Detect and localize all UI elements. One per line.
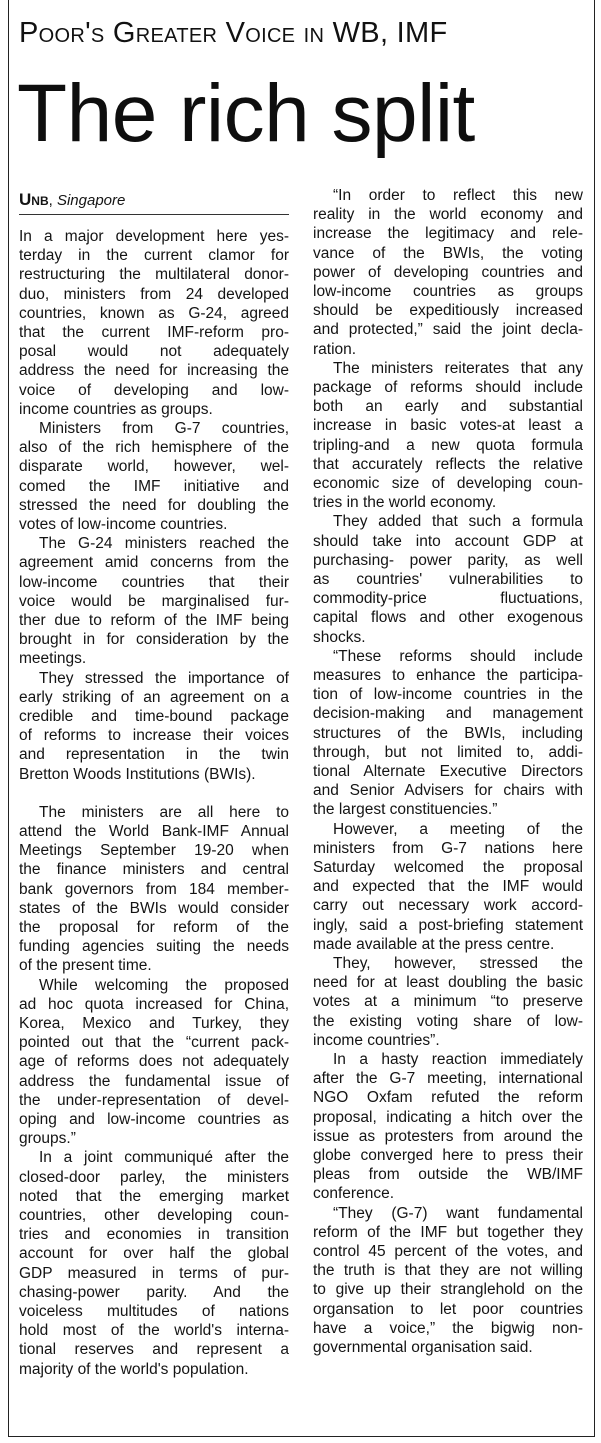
article-line: They, however, stressed the — [333, 955, 583, 972]
article-line: duo, ministers from 24 developed — [19, 285, 289, 303]
article-line: of the present time. — [19, 957, 152, 975]
article-line: capital flows and other exogenous — [313, 609, 583, 627]
article-line: decision-making and management — [313, 705, 583, 723]
article-line: GDP measured in terms of pur- — [19, 1264, 289, 1282]
article-line: early striking of an agreement on a — [19, 688, 289, 706]
byline-place: Singapore — [56, 192, 126, 209]
article-line: votes at a minimum “to preserve — [313, 993, 583, 1011]
article-line: In a joint communiqué after the — [39, 1149, 289, 1167]
article-line: “They (G-7) want fundamental — [333, 1204, 583, 1222]
bottom-border-rule — [8, 1436, 595, 1437]
byline-rule — [19, 214, 289, 215]
article-line: the truth is that they are not willing — [313, 1262, 583, 1280]
article-line: issue as protesters from around the — [313, 1127, 583, 1145]
article-line: brought in for consideration by the — [19, 631, 289, 649]
byline: Unb, Singapore — [19, 190, 126, 209]
article-line: pleas from outside the WB/IMF — [313, 1166, 583, 1184]
article-line: power of developing countries and — [313, 263, 583, 281]
article-line: that the current IMF-reform pro- — [19, 324, 289, 341]
article-line: tional reserves and represent a — [19, 1341, 289, 1359]
article-line: pointed out that the “current pack- — [19, 1034, 289, 1052]
article-line: control 45 percent of the votes, and — [313, 1243, 583, 1260]
article-line: oping and low-income countries as — [19, 1111, 289, 1128]
article-line: agreement amid concerns from the — [19, 554, 289, 572]
article-line: ad hoc quota increased for China, — [19, 995, 289, 1013]
right-border-rule — [594, 0, 595, 1437]
article-line: age of reforms does not adequately — [19, 1053, 289, 1071]
article-line: voice would be marginalised fur- — [19, 592, 289, 610]
article-line: proposal, indicating a hitch over the — [313, 1108, 583, 1126]
article-line: globe converged here to press their — [313, 1147, 583, 1164]
article-line: conference. — [313, 1185, 394, 1203]
article-line: They added that such a formula — [333, 513, 583, 531]
article-line: should be expeditiously increased — [313, 302, 583, 320]
article-line: majority of the world's population. — [19, 1360, 249, 1378]
article-line: income countries”. — [313, 1031, 440, 1049]
article-line: to give up their stranglehold on the — [313, 1281, 583, 1299]
article-line: chasing-power parity. And the — [19, 1283, 289, 1301]
article-line: governmental organisation said. — [313, 1339, 533, 1356]
main-headline: The rich split — [17, 68, 475, 159]
article-line: measures to enhance the participa- — [313, 667, 583, 684]
article-line: voiceless multitudes of nations — [19, 1303, 289, 1320]
article-line: carry out necessary work accord- — [313, 897, 583, 915]
article-line: after the G-7 meeting, international — [313, 1070, 583, 1088]
article-line: also of the rich hemisphere of the — [19, 439, 289, 457]
article-line: The G-24 ministers reached the — [39, 535, 289, 553]
article-line: bank governors from 184 member- — [19, 880, 289, 898]
article-line: ration. — [313, 340, 357, 358]
article-line: They stressed the importance of — [39, 669, 289, 687]
article-line: countries, other developing coun- — [19, 1207, 289, 1224]
article-line: and Senior Advisers for chairs with — [313, 782, 583, 800]
article-line: address the need for increasing the — [19, 362, 289, 380]
article-line: reality in the world economy and — [313, 206, 583, 224]
article-line: commodity-price fluctuations, — [313, 590, 583, 608]
article-line: of reforms to increase their voices — [19, 727, 289, 745]
article-line: restructuring the multilateral donor- — [19, 266, 289, 284]
article-line: package of reforms should include — [313, 379, 583, 396]
article-line: disparate world, however, wel- — [19, 458, 289, 476]
article-line: that accurately reflects the relative — [313, 455, 583, 473]
article-line: voice of developing and low- — [19, 381, 289, 399]
article-line: the existing voting share of low- — [313, 1012, 583, 1030]
article-line: tion of low-income countries in the — [313, 686, 583, 704]
article-line: While welcoming the proposed — [39, 976, 289, 994]
article-line: purchasing- power parity, as well — [313, 551, 583, 569]
article-line: countries, known as G-24, agreed — [19, 304, 289, 322]
article-line: tries and economies in transition — [19, 1226, 289, 1244]
article-line: comed the IMF initiative and — [19, 477, 289, 495]
article-line: both an early and substantial — [313, 398, 583, 416]
article-line: Ministers from G-7 countries, — [39, 420, 289, 437]
article-line: hold most of the world's interna- — [19, 1322, 289, 1340]
left-border-rule — [8, 0, 9, 1437]
article-line: noted that the emerging market — [19, 1187, 289, 1205]
article-line: Bretton Woods Institutions (BWIs). — [19, 765, 256, 783]
article-line: the under-representation of devel- — [19, 1091, 289, 1109]
article-line: In a major development here yes- — [19, 228, 289, 245]
article-line: account for over half the global — [19, 1245, 289, 1263]
article-line: Saturday welcomed the proposal — [313, 859, 583, 876]
article-line: tional Alternate Executive Directors — [313, 763, 583, 780]
article-line: the finance ministers and central — [19, 861, 289, 879]
article-line: terday in the current clamor for — [19, 247, 289, 265]
article-line: votes of low-income countries. — [19, 516, 228, 533]
article-line: vance of the BWIs, the voting — [313, 244, 583, 262]
article-line: funding agencies suiting the needs — [19, 938, 289, 956]
article-line: stressed the need for doubling the — [19, 496, 289, 514]
article-line: states of the BWIs would consider — [19, 899, 289, 917]
article-line: and representation in the twin — [19, 746, 289, 764]
byline-agency: Unb — [19, 190, 49, 209]
article-line: tripling-and a new quota formula — [313, 436, 583, 454]
article-line: economic size of developing coun- — [313, 475, 583, 492]
article-line: made available at the press centre. — [313, 935, 555, 953]
article-line: structures of the BWIs, including — [313, 724, 583, 742]
article-line: income countries as groups. — [19, 400, 213, 418]
article-line: low-income countries as groups — [313, 283, 583, 300]
article-line: meetings. — [19, 650, 87, 668]
article-line: should take into account GDP at — [313, 532, 583, 550]
article-line: as countries' vulnerabilities to — [313, 571, 583, 588]
article-line: The ministers are all here to — [39, 803, 289, 821]
article-line: “These reforms should include — [333, 647, 583, 665]
article-line: posal would not adequately — [19, 343, 289, 361]
article-line: attend the World Bank-IMF Annual — [19, 823, 289, 840]
article-line: ministers from G-7 nations here — [313, 839, 583, 857]
article-line: However, a meeting of the — [333, 820, 583, 838]
article-line: groups.” — [19, 1130, 76, 1148]
article-line: need for at least doubling the basic — [313, 974, 583, 992]
article-line: address the fundamental issue of — [19, 1072, 289, 1090]
article-line: ingly, said a post-briefing statement — [313, 916, 583, 934]
article-line: the proposal for reform of the — [19, 919, 289, 936]
article-line: NGO Oxfam refuted the reform — [313, 1089, 583, 1107]
kicker-headline: Poor's Greater Voice in WB, IMF — [19, 17, 448, 49]
article-line: have a voice,” the bigwig non- — [313, 1319, 583, 1337]
article-line: “In order to reflect this new — [333, 187, 583, 204]
article-line: increase the legitimacy and rele- — [313, 225, 583, 243]
article-line: shocks. — [313, 628, 366, 646]
article-line: Meetings September 19-20 when — [19, 842, 289, 860]
article-line: organsation to let poor countries — [313, 1300, 583, 1318]
article-line: Korea, Mexico and Turkey, they — [19, 1015, 289, 1032]
article-line: credible and time-bound package — [19, 708, 289, 725]
article-line: and protected,” said the joint decla- — [313, 321, 583, 339]
article-line: ther due to reform of the IMF being — [19, 612, 289, 629]
article-line: and expected that the IMF would — [313, 878, 583, 896]
article-line: through, but not limited to, addi- — [313, 743, 583, 761]
article-line: reform of the IMF but together they — [313, 1223, 583, 1241]
article-line: the largest constituencies.” — [313, 801, 498, 819]
article-line: tries in the world economy. — [313, 494, 497, 512]
article-line: In a hasty reaction immediately — [333, 1051, 583, 1068]
article-line: increase in basic votes-at least a — [313, 417, 583, 435]
article-line: closed-door parley, the ministers — [19, 1168, 289, 1186]
article-line: low-income countries that their — [19, 573, 289, 591]
article-line: The ministers reiterates that any — [333, 359, 583, 377]
